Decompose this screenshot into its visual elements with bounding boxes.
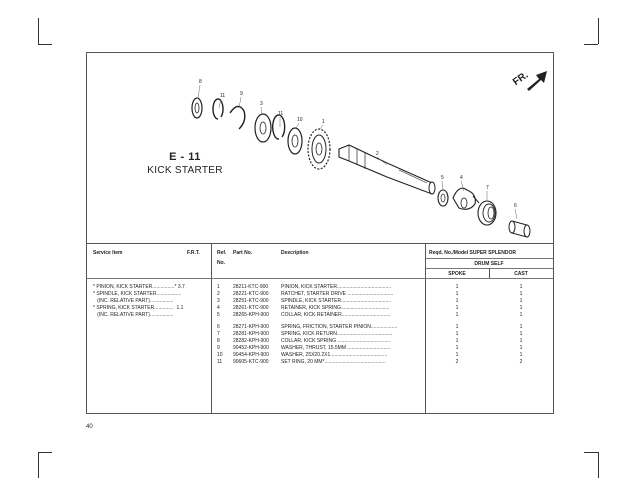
cast-qty-cell: 1 (519, 298, 523, 304)
callout-label: 8 (199, 79, 202, 85)
crop-mark-top-right-v (598, 18, 599, 44)
page-number: 40 (86, 424, 93, 430)
spoke-qty-cell: 2 (455, 359, 459, 365)
callout-label: 5 (441, 175, 444, 181)
spoke-qty-cell: 1 (455, 324, 459, 330)
cast-qty-cell: 1 (519, 331, 523, 337)
part-no-cell: 28271-KPH-900 (233, 324, 269, 330)
ref-no-cell: 2 (217, 291, 220, 297)
part-friction-spring (230, 106, 245, 129)
ref-no-cell: 5 (217, 312, 220, 318)
part-collar-kick-retainer (438, 190, 448, 206)
part-no-cell: 28251-KTC-900 (233, 298, 269, 304)
cast-qty-cell: 1 (519, 284, 523, 290)
description-cell: PINION, KICK STARTER....................................... (281, 284, 392, 290)
description-cell: COLLAR, KICK SPRING ...................................... (281, 338, 391, 344)
ref-no-cell: 9 (217, 345, 220, 351)
part-ratchet-starter-drive (255, 114, 271, 142)
part-no-cell: 28282-KPH-900 (233, 338, 269, 344)
ref-no-cell: 11 (217, 359, 223, 365)
crop-mark-top-right-h (584, 44, 598, 45)
section-name: KICK STARTER (147, 165, 223, 176)
callout-label: 11 (220, 93, 226, 99)
description-cell: WASHER, THRUST, 15.5MM ............................... (281, 345, 391, 351)
crop-mark-bottom-right-h (584, 452, 598, 453)
header-frt: F.R.T. (187, 250, 200, 256)
callout-label: 2 (376, 151, 379, 157)
cast-qty-cell: 1 (519, 324, 523, 330)
service-item-entry: * PINION, KICK STARTER................* 3.7 (93, 284, 185, 290)
header-spoke: SPOKE (448, 271, 466, 277)
header-part-no: Part No. (233, 250, 253, 256)
callout-label: 11 (278, 111, 284, 117)
crop-mark-bottom-left-h (38, 452, 52, 453)
spoke-qty-cell: 1 (455, 291, 459, 297)
parts-table (87, 243, 553, 414)
part-set-ring-left (213, 99, 223, 119)
callout-label: 3 (260, 101, 263, 107)
description-cell: SPINDLE, KICK STARTER.................................... (281, 298, 392, 304)
part-spindle-kick-starter (339, 145, 435, 194)
cast-qty-cell: 1 (519, 338, 523, 344)
service-item-entry: * SPRING, KICK STARTER.............. 1.1 (93, 305, 184, 311)
crop-mark-top-left-v (38, 18, 39, 44)
front-direction-label: FR. (511, 69, 531, 89)
header-rule (425, 258, 553, 259)
callout-label: 1 (322, 119, 325, 125)
part-no-cell: 90454-KPH-900 (233, 352, 269, 358)
cast-qty-cell: 2 (519, 359, 523, 365)
part-no-cell: 90452-KPH-900 (233, 345, 269, 351)
description-cell: COLLAR, KICK RETAINER................................... (281, 312, 391, 318)
header-description: Description (281, 250, 309, 256)
ref-no-cell: 3 (217, 298, 220, 304)
header-service-item: Service Item (93, 250, 123, 256)
spoke-qty-cell: 1 (455, 331, 459, 337)
ref-no-cell: 1 (217, 284, 220, 290)
part-no-cell: 28221-KTC-900 (233, 291, 269, 297)
callout-label: 4 (460, 175, 463, 181)
ref-no-cell: 4 (217, 305, 220, 311)
cast-qty-cell: 1 (519, 305, 523, 311)
part-spring-kick-return (473, 196, 496, 225)
spoke-qty-cell: 1 (455, 312, 459, 318)
description-cell: SET RING, 20 MM*............................................ (281, 359, 386, 365)
ref-no-cell: 10 (217, 352, 223, 358)
cast-qty-cell: 1 (519, 312, 523, 318)
description-cell: SPRING, FRICTION, STARTER PINION................... (281, 324, 398, 330)
part-pinion-kick-starter (308, 129, 330, 169)
service-item-entry: * SPINDLE, KICK STARTER.................. (93, 291, 182, 297)
ref-no-cell: 6 (217, 324, 220, 330)
section-code: E - 11 (169, 151, 201, 163)
service-item-entry: (INC. RELATIVE PART)................. (93, 298, 174, 304)
header-reqd-no: Reqd. No./Model SUPER SPLENDOR (429, 250, 516, 256)
description-cell: RETAINER, KICK SPRING................................... (281, 305, 390, 311)
part-no-cell: 28265-KPH-900 (233, 312, 269, 318)
exploded-parts-diagram (87, 53, 553, 243)
spoke-qty-cell: 1 (455, 298, 459, 304)
part-set-ring-right (273, 115, 285, 139)
callout-label: 10 (297, 117, 303, 123)
column-divider (211, 244, 212, 414)
part-no-cell: 28281-KPH-900 (233, 331, 269, 337)
crop-mark-bottom-left-v (38, 452, 39, 478)
cast-qty-cell: 1 (519, 345, 523, 351)
spoke-qty-cell: 1 (455, 284, 459, 290)
column-divider (489, 268, 490, 278)
crop-mark-bottom-right-v (598, 452, 599, 478)
ref-no-cell: 7 (217, 331, 220, 337)
description-cell: SPRING, KICK RETURN........................................ (281, 331, 393, 337)
service-item-entry: (INC. RELATIVE PART)................. (93, 312, 174, 318)
spoke-qty-cell: 1 (455, 305, 459, 311)
front-direction-arrow (527, 71, 547, 91)
ref-no-cell: 8 (217, 338, 220, 344)
cast-qty-cell: 1 (519, 352, 523, 358)
description-cell: RATCHET, STARTER DRIVE ................................. (281, 291, 394, 297)
part-no-cell: 28261-KTC-900 (233, 305, 269, 311)
spoke-qty-cell: 1 (455, 338, 459, 344)
part-washer-25x20 (288, 128, 302, 154)
part-no-cell: 90605-KTC-900 (233, 359, 269, 365)
part-collar-kick-spring (192, 98, 202, 118)
part-retainer-kick-spring (453, 188, 475, 209)
header-cast: CAST (514, 271, 528, 277)
callout-label: 9 (240, 91, 243, 97)
callout-label: 7 (486, 185, 489, 191)
description-cell: WASHER, 25X20.2X1......................................... (281, 352, 388, 358)
part-no-cell: 28211-KTC-900 (233, 284, 269, 290)
spoke-qty-cell: 1 (455, 352, 459, 358)
header-bottom-rule (87, 278, 553, 279)
section-title-block (115, 151, 255, 176)
callout-label: 6 (514, 203, 517, 209)
header-drum-self: DRUM SELF (474, 261, 504, 267)
cast-qty-cell: 1 (519, 291, 523, 297)
header-ref-no: Ref. (217, 250, 227, 256)
spoke-qty-cell: 1 (455, 345, 459, 351)
header-ref-no-line2: No. (217, 260, 226, 266)
crop-mark-top-left-h (38, 44, 52, 45)
part-spring-friction-pinion (509, 221, 530, 237)
parts-page-frame (86, 52, 554, 414)
